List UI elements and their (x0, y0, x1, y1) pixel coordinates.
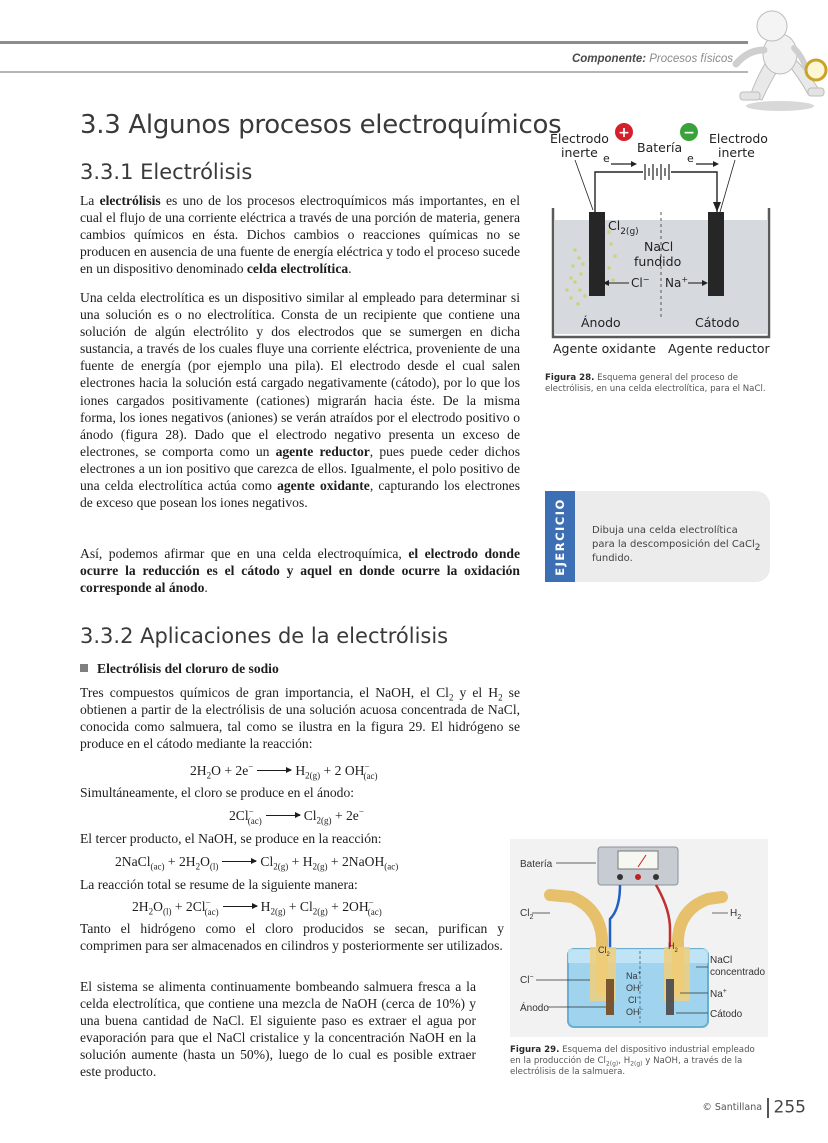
text-total-intro: La reacción total se resume de la siguiente manera: (80, 877, 358, 892)
figure-28-electrolytic-cell (545, 120, 775, 360)
fig29-oh: OH− (626, 983, 644, 993)
page-footer (702, 1097, 806, 1118)
paragraph-compuestos: Tres compuestos químicos de gran importancia, el NaOH, el $Cl_2$ y el $H_2$ se obtienen a partir de la electrólisis de una solución acuosa concentrada de NaCl, conocida como salmuera, tal como se ilustra en la figura 29. El hidrógeno se produce en el cátodo mediante la reacción: (80, 685, 520, 752)
fig28-na-ion: Na+ (665, 275, 689, 290)
fig29-na-plus: Na+ (710, 988, 727, 1000)
fig28-cl-ion: Cl− (631, 275, 650, 290)
fig28-electron-left: e (603, 152, 610, 165)
paragraph-secado: Tanto el hidrógeno como el cloro producidos se secan, purifican y comprimen para ser almacenados en cilindros y posteriormente ser utilizados. (80, 921, 504, 954)
header-rule-top (0, 41, 748, 44)
fig28-agente-reductor: Agente reductor (668, 341, 770, 356)
fig29-h2-right: $H_2$ (730, 908, 742, 921)
fig28-bateria: Batería (637, 140, 683, 155)
fig29-oh2: OH− (626, 1007, 644, 1017)
paragraph-sistema: El sistema se alimenta continuamente bombeando salmuera fresca a la celda electrolítica, que contiene una mezcla de NaOH (cerca de 10%) y una buena cantidad de NaCl. El siguiente paso es extraer el agua por evaporación para que el NaCl cristalice y la concentración NaOH en la solución aumente (hasta un 50%), luego de lo cual es posible extraer este producto. (80, 979, 476, 1080)
subsection-title-electrolisis: 3.3.1 Electrólisis (80, 160, 253, 184)
fig28-electrodo-left-1: Electrodo (550, 131, 609, 146)
component-label: Componente: Procesos físicos (571, 53, 733, 65)
fig28-agente-oxidante: Agente oxidante (553, 341, 656, 356)
fig28-electrodo-left-2: inerte (561, 145, 598, 160)
fig29-anodo: Ánodo (520, 1003, 549, 1014)
publisher-brand: © Santillana (702, 1102, 763, 1113)
paragraph-electrolisis-definition: La electrólisis es uno de los procesos electroquímicos más importantes, en el cual el flujo de una corriente eléctrica a través de una porción de materia, genera cambios químicos en ésta. Dichos cambios o reacciones químicas no se producen en ausencia de una fuente de energía eléctrica y todo el proceso sucede en un dispositivo denominado celda electrolítica. (80, 193, 520, 277)
fig29-cl2-inside: $Cl_2$ (598, 945, 610, 958)
footer-divider (767, 1098, 769, 1118)
fig29-catodo: Cátodo (710, 1009, 743, 1020)
exercise-text: Dibuja una celda electrolítica para la descomposición del CaCl$_2$ fundido. (592, 525, 761, 564)
equation-naoh: 2NaCl$_{(ac)}$ + $2H_2O_{(l)}$ $Cl_{2(g)} + H_{2(g)}$ + 2NaOH$_{(ac)}$ (115, 854, 399, 872)
paragraph-conclusion: Así, podemos afirmar que en una celda electroquímica, el electrodo donde ocurre la reducción es el cátodo y aquel en donde ocurre la oxidación corresponde al ánodo. (80, 546, 521, 596)
svg-text:−: − (683, 125, 695, 141)
figure-29-caption: Figura 29. Esquema del dispositivo industrial empleado en la producción de $Cl_{2(g)}$, $H_{2(g)}$ y NaOH, a través de la electrólisis de la salmuera. (510, 1045, 755, 1077)
fig28-cl2: $Cl_{2(g)}$ (608, 218, 639, 237)
figure-29-industrial-device (510, 839, 768, 1037)
header-rule-bottom (0, 71, 748, 73)
page-number: 255 (773, 1097, 806, 1118)
text-anodo-intro: Simultáneamente, el cloro se produce en el ánodo: (80, 785, 355, 800)
fig29-cl2-left: $Cl_2$ (520, 908, 534, 921)
fig29-bateria: Batería (520, 859, 553, 870)
section-title: 3.3 Algunos procesos electroquímicos (80, 110, 562, 140)
text-naoh-intro: El tercer producto, el NaOH, se produce en la reacción: (80, 831, 382, 846)
fig29-cl-minus: Cl− (520, 974, 534, 986)
fig29-h2-inside: $H_2$ (668, 941, 678, 954)
subsection-title-aplicaciones: 3.3.2 Aplicaciones de la electrólisis (80, 624, 449, 648)
fig28-electrodo-right-2: inerte (718, 145, 755, 160)
fig28-nacl-1: NaCl (644, 239, 674, 254)
subheading-cloruro-sodio: Electrólisis del cloruro de sodio (80, 661, 279, 677)
mascot-magnifier-icon (728, 4, 828, 112)
fig28-catodo: Cátodo (695, 315, 740, 330)
fig29-nacl-1: NaCl (710, 955, 733, 966)
fig29-na: Na+ (626, 971, 642, 981)
fig28-electrodo-right-1: Electrodo (709, 131, 768, 146)
fig29-cl: Cl− (628, 995, 641, 1005)
bullet-square-icon (80, 664, 88, 672)
equation-cathode: $2H_2O + 2e^-$ $H_{2(g)} + 2$ $OH^-_{(ac)}$ (190, 761, 378, 781)
fig28-electron-right: e (687, 152, 694, 165)
svg-text:+: + (618, 125, 630, 141)
equation-total: $2H_2O_{(l)} + 2Cl^-_{(ac)}$ $H_{2(g)} + Cl_{2(g)} + 2OH^-_{(ac)}$ (132, 897, 382, 917)
fig28-nacl-2: fundido (634, 254, 682, 269)
fig29-nacl-2: concentrado (710, 967, 766, 978)
paragraph-celda-electrolitica: Una celda electrolítica es un dispositivo similar al empleado para determinar si una solución es o no electrolítica. Consta de un recipiente que contiene una solución de algún electrólito y dos electrodos que se sumergen en dicha sustancia, a través de los cuales fluye una corriente eléctrica, proveniente de una fuente de energía (por ejemplo una pila). El electrodo desde el cual salen electrones hacia la solución está cargado negativamente (cátodo), por lo que los iones cargados positivamente (cationes) migrarán hacia éste. De la misma forma, los iones negativos (aniones) se verán atraídos por el electrodo positivo o ánodo (figura 28). Dado que el electrodo negativo presenta un exceso de electrones, se comporta como un agente reductor, pues puede ceder dichos electrones a un ion positivo que carezca de ellos. Igualmente, el polo positivo de una celda electrolítica actúa como agente oxidante, capturando los electrones de exceso que posean los iones negativos. (80, 290, 520, 511)
figure-28-caption: Figura 28. Esquema general del proceso de electrólisis, en una celda electrolítica, para el NaCl. (545, 373, 766, 394)
equation-anode: $2Cl^-_{(ac)}$ $Cl_{2(g)} + 2e^-$ (229, 806, 364, 826)
exercise-tab: EJERCICIO (545, 491, 575, 582)
fig28-anodo: Ánodo (581, 315, 621, 330)
